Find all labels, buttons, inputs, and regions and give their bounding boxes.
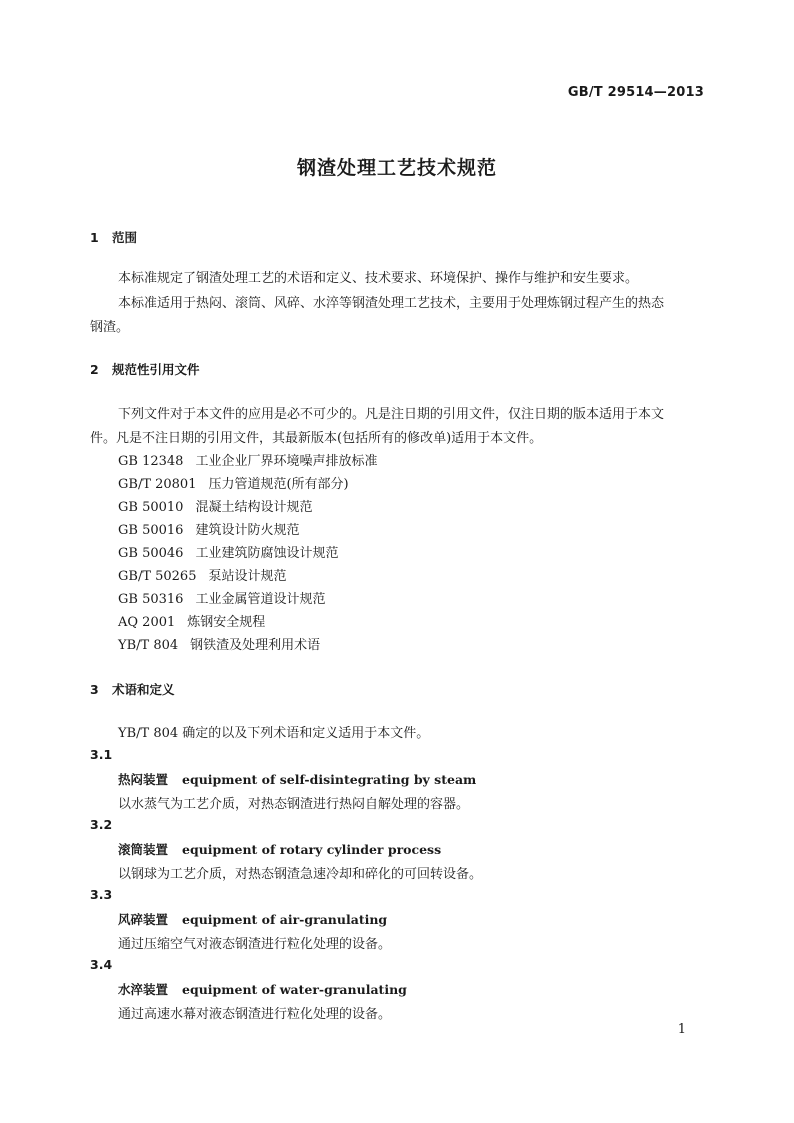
- term-definition: 以水蒸气为工艺介质，对热态钢渣进行热闷自解处理的容器。: [118, 797, 470, 812]
- term-definition: 通过压缩空气对液态钢渣进行粒化处理的设备。: [118, 937, 392, 952]
- section-number: 3: [90, 682, 99, 697]
- reference-name: 工业建筑防腐蚀设计规范: [195, 546, 339, 561]
- reference-item: [118, 519, 299, 538]
- reference-name: 钢铁渣及处理利用术语: [190, 638, 321, 653]
- term-english: equipment of rotary cylinder process: [182, 842, 442, 857]
- term-definition: 通过高速水幕对液态钢渣进行粒化处理的设备。: [118, 1007, 392, 1022]
- reference-item: [118, 611, 265, 630]
- reference-name: 工业企业厂界环境噪声排放标准: [195, 454, 378, 469]
- term-entry: [118, 910, 387, 928]
- terms-intro: YB/T 804 确定的以及下列术语和定义适用于本文件。: [118, 726, 430, 741]
- term-english: equipment of water-granulating: [182, 982, 407, 997]
- document-title: 钢渣处理工艺技术规范: [296, 157, 497, 179]
- term-english: equipment of self-disintegrating by steam: [182, 772, 477, 787]
- references-intro-line-2: 件。凡是不注日期的引用文件，其最新版本(包括所有的修改单)适用于本文件。: [90, 431, 543, 446]
- section-title: 范围: [112, 230, 138, 245]
- reference-name: 工业金属管道设计规范: [195, 592, 326, 607]
- standard-code: GB/T 29514—2013: [567, 85, 704, 100]
- reference-name: 压力管道规范(所有部分): [208, 477, 349, 492]
- term-number: 3.3: [90, 887, 113, 902]
- term-chinese: 风碎装置: [118, 912, 169, 927]
- references-intro-line-1: 下列文件对于本文件的应用是必不可少的。凡是注日期的引用文件，仅注日期的版本适用于本文: [118, 407, 665, 422]
- reference-item: [118, 565, 287, 584]
- section-heading-scope: [90, 228, 137, 246]
- term-number: 3.1: [90, 747, 113, 762]
- reference-code: GB 12348: [118, 454, 184, 469]
- reference-item: [118, 588, 325, 607]
- reference-item: [118, 634, 320, 653]
- section-heading-normative-references: [90, 360, 200, 378]
- term-entry: [118, 980, 407, 998]
- reference-code: GB/T 20801: [118, 477, 197, 492]
- scope-paragraph-1: 本标准规定了钢渣处理工艺的术语和定义、技术要求、环境保护、操作与维护和安生要求。: [118, 271, 639, 286]
- reference-item: [118, 473, 349, 492]
- term-number: 3.2: [90, 817, 113, 832]
- term-entry: [118, 840, 441, 858]
- page-number: 1: [677, 1022, 686, 1037]
- reference-item: [118, 450, 377, 469]
- reference-code: GB 50316: [118, 592, 184, 607]
- section-title: 规范性引用文件: [112, 362, 200, 377]
- reference-code: GB 50016: [118, 523, 184, 538]
- term-number: 3.4: [90, 957, 113, 972]
- scope-paragraph-2-line-1: 本标准适用于热闷、滚筒、风碎、水淬等钢渣处理工艺技术，主要用于处理炼钢过程产生的热态: [118, 296, 665, 311]
- term-english: equipment of air-granulating: [182, 912, 388, 927]
- reference-code: YB/T 804: [118, 638, 179, 653]
- reference-name: 混凝土结构设计规范: [195, 500, 313, 515]
- term-entry: [118, 770, 476, 788]
- section-number: 1: [90, 230, 99, 245]
- term-chinese: 水淬装置: [118, 982, 169, 997]
- reference-name: 炼钢安全规程: [187, 615, 266, 630]
- term-chinese: 滚筒装置: [118, 842, 169, 857]
- term-chinese: 热闷装置: [118, 772, 169, 787]
- reference-code: GB/T 50265: [118, 569, 197, 584]
- section-heading-terms-and-definitions: [90, 680, 175, 698]
- reference-item: [118, 542, 338, 561]
- reference-name: 建筑设计防火规范: [195, 523, 300, 538]
- scope-paragraph-2-line-2: 钢渣。: [90, 320, 130, 335]
- reference-code: AQ 2001: [118, 615, 176, 630]
- section-title: 术语和定义: [112, 682, 175, 697]
- reference-item: [118, 496, 312, 515]
- section-number: 2: [90, 362, 99, 377]
- reference-code: GB 50010: [118, 500, 184, 515]
- reference-code: GB 50046: [118, 546, 184, 561]
- term-definition: 以钢球为工艺介质，对热态钢渣急速冷却和碎化的可回转设备。: [118, 867, 483, 882]
- reference-name: 泵站设计规范: [208, 569, 287, 584]
